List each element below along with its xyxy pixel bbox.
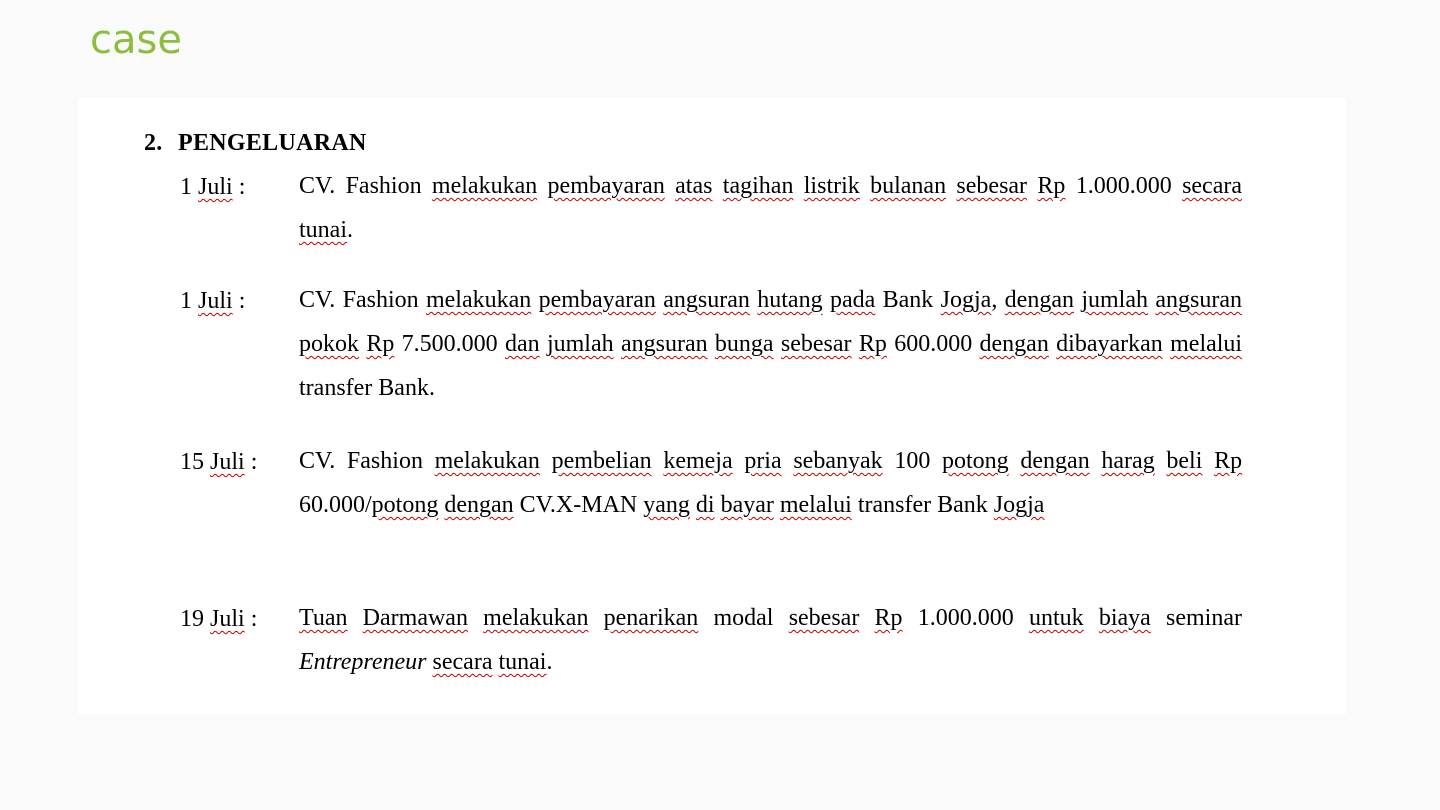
text-run: seminar	[1150, 605, 1242, 631]
text-run	[712, 173, 722, 199]
text-run	[665, 173, 675, 199]
text-run	[733, 448, 745, 474]
spellcheck-word: tunai	[299, 217, 347, 243]
spellcheck-word: dengan	[979, 331, 1049, 357]
text-run	[1202, 448, 1214, 474]
text-run	[859, 605, 874, 631]
spellcheck-word: bunga	[714, 331, 774, 357]
spellcheck-word: tunai	[498, 649, 547, 675]
spellcheck-word: potong	[942, 448, 1009, 474]
text-run: .	[347, 217, 353, 243]
text-run: 1.000.000	[902, 605, 1029, 631]
text-run	[537, 173, 547, 199]
spellcheck-word: sebesar	[956, 173, 1028, 199]
spellcheck-word: sebesar	[788, 605, 860, 631]
text-run	[540, 448, 552, 474]
text-run	[774, 331, 781, 357]
text-run	[540, 331, 547, 357]
spellcheck-word: Rp	[1214, 448, 1243, 474]
text-run	[1090, 448, 1102, 474]
spellcheck-word: bayar	[720, 492, 774, 518]
spellcheck-word: beli	[1166, 448, 1203, 474]
spellcheck-word: melakukan	[434, 448, 540, 474]
spellcheck-word: dengan	[1020, 448, 1090, 474]
text-run	[708, 331, 715, 357]
entry-date: 15 Juli :	[180, 449, 258, 475]
entry-date: 19 Juli :	[180, 606, 258, 632]
italic-term: Entrepreneur	[299, 649, 427, 675]
section-heading	[144, 130, 367, 157]
spellcheck-word: biaya	[1098, 605, 1151, 631]
text-run: modal	[698, 605, 789, 631]
spellcheck-word: dengan	[444, 492, 514, 518]
spellcheck-word: Jogja	[993, 492, 1045, 518]
text-run: 100	[882, 448, 943, 474]
entry-text	[299, 164, 1242, 252]
spellcheck-word: dibayarkan	[1056, 331, 1163, 357]
text-run	[782, 448, 794, 474]
spellcheck-word: Darmawan	[362, 605, 468, 631]
spellcheck-word: pembelian	[551, 448, 652, 474]
spellcheck-word: Rp	[874, 605, 903, 631]
entry-date: 1 Juli :	[180, 174, 246, 200]
text-run: 600.000	[886, 331, 980, 357]
spellcheck-word: angsuran	[620, 331, 708, 357]
text-run	[1009, 448, 1021, 474]
spellcheck-word: pria	[744, 448, 782, 474]
text-run	[823, 287, 830, 313]
document-image	[78, 98, 1346, 714]
text-run: transfer Bank	[851, 492, 994, 518]
spellcheck-word: secara	[432, 649, 493, 675]
text-run	[946, 173, 956, 199]
text-run	[347, 605, 362, 631]
text-run: ,	[991, 287, 1005, 313]
spellcheck-word: sebesar	[780, 331, 852, 357]
spellcheck-word: melakukan	[483, 605, 589, 631]
text-run: Bank	[875, 287, 941, 313]
spellcheck-word: penarikan	[603, 605, 699, 631]
spellcheck-word: tagihan	[722, 173, 794, 199]
spellcheck-word: dengan	[1004, 287, 1074, 313]
text-run	[852, 331, 859, 357]
spellcheck-word: kemeja	[663, 448, 733, 474]
text-run: 1.000.000	[1065, 173, 1183, 199]
spellcheck-word: jumlah	[1081, 287, 1148, 313]
spellcheck-word: melakukan	[431, 173, 538, 199]
spellcheck-word: bulanan	[870, 173, 947, 199]
text-run	[614, 331, 621, 357]
text-run	[468, 605, 483, 631]
spellcheck-word: yang	[643, 492, 690, 518]
spellcheck-word: melalui	[1170, 331, 1243, 357]
text-run	[531, 287, 538, 313]
text-run: CV. Fashion	[299, 287, 426, 313]
spellcheck-word: listrik	[803, 173, 860, 199]
spellcheck-word: pembayaran	[538, 287, 656, 313]
text-run: CV.X-MAN	[513, 492, 644, 518]
text-run: .	[546, 649, 553, 675]
entry-text	[299, 439, 1242, 527]
text-run: 7.500.000	[394, 331, 505, 357]
spellcheck-word: pembayaran	[547, 173, 665, 199]
entry-text	[299, 278, 1242, 410]
text-run	[860, 173, 870, 199]
text-run: CV. Fashion	[299, 448, 435, 474]
text-run	[793, 173, 803, 199]
text-run	[1155, 448, 1167, 474]
text-run	[1084, 605, 1099, 631]
spellcheck-word: Rp	[858, 331, 887, 357]
spellcheck-word: atas	[675, 173, 713, 199]
spellcheck-word: Rp	[1037, 173, 1066, 199]
spellcheck-word: dan	[504, 331, 540, 357]
section-number: 2.	[144, 130, 163, 156]
spellcheck-word: secara	[1182, 173, 1243, 199]
text-run: 60.000/	[299, 492, 372, 518]
spellcheck-word: angsuran	[663, 287, 750, 313]
section-title: PENGELUARAN	[178, 130, 367, 156]
spellcheck-word: hutang	[757, 287, 823, 313]
text-run: CV. Fashion	[299, 173, 432, 199]
slide-title: case	[90, 17, 182, 63]
text-run	[1027, 173, 1037, 199]
spellcheck-word: pada	[829, 287, 876, 313]
spellcheck-word: sebanyak	[793, 448, 883, 474]
entry-date: 1 Juli :	[180, 288, 246, 314]
spellcheck-word: pokok	[299, 331, 359, 357]
spellcheck-word: di	[695, 492, 715, 518]
spellcheck-word: angsuran	[1155, 287, 1242, 313]
text-run	[588, 605, 603, 631]
spellcheck-word: Tuan	[299, 605, 348, 631]
spellcheck-word: Jogja	[940, 287, 992, 313]
text-run: transfer Bank.	[299, 375, 435, 401]
spellcheck-word: harag	[1101, 448, 1155, 474]
spellcheck-word: melalui	[779, 492, 852, 518]
entry-text	[299, 596, 1242, 684]
spellcheck-word: untuk	[1028, 605, 1084, 631]
spellcheck-word: melakukan	[425, 287, 532, 313]
spellcheck-word: potong	[371, 492, 439, 518]
spellcheck-word: Rp	[366, 331, 395, 357]
text-run	[652, 448, 664, 474]
spellcheck-word: jumlah	[546, 331, 614, 357]
